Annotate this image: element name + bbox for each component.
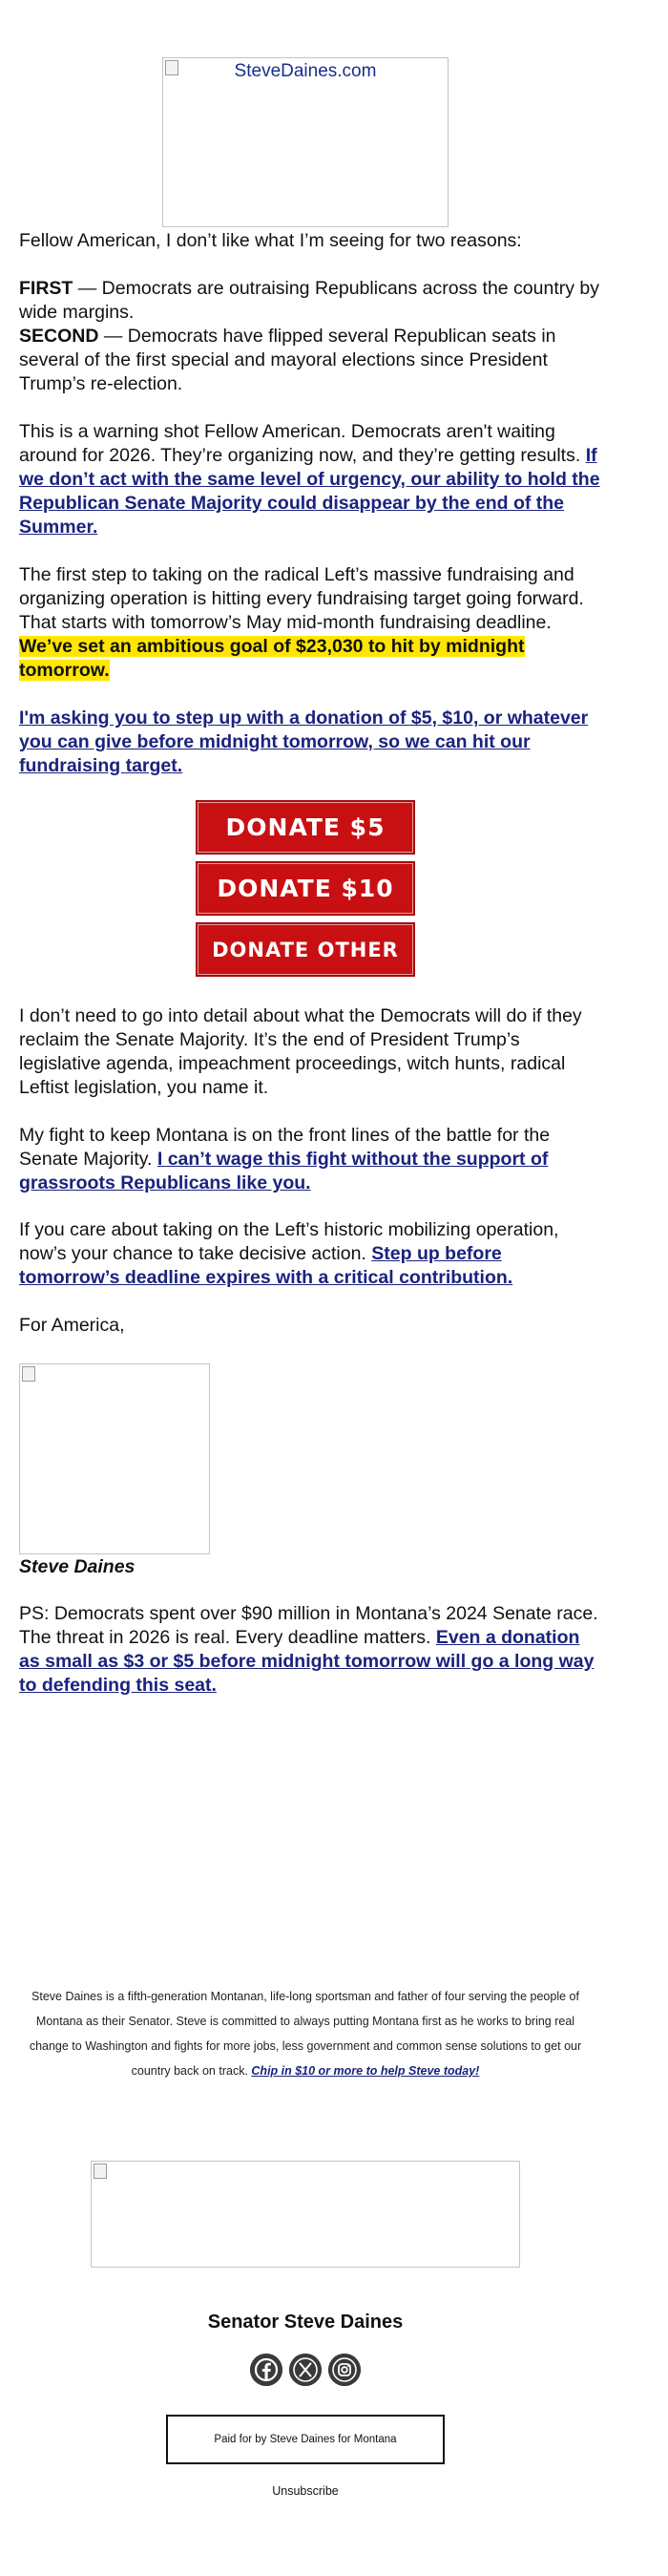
senator-name: Senator Steve Daines [207, 2312, 404, 2333]
broken-image-icon [22, 1366, 35, 1382]
no-detail-paragraph [19, 1004, 601, 1100]
ps-paragraph [19, 1602, 601, 1698]
care-text: If you care about taking on the Left’s historic mobilizing operation, now’s your chance to take decisive action. [19, 1219, 559, 1264]
donate-5-button[interactable]: DONATE $5 [196, 800, 415, 855]
footer-logo-image [91, 2161, 520, 2268]
warning-text: This is a warning shot Fellow American. Democrats aren't waiting around for 2026. They’re organizing now, and they’re getting results. [19, 421, 586, 466]
first-label: FIRST [19, 278, 73, 299]
unsubscribe-link[interactable]: Unsubscribe [272, 2484, 339, 2498]
letter-greeting [19, 229, 601, 253]
ask-link[interactable]: I'm asking you to step up with a donation of $5, $10, or whatever you can give before midnight tomorrow, so we can hit our fundraising target. [19, 707, 589, 776]
fight-paragraph [19, 1124, 601, 1195]
reason-first [19, 277, 601, 325]
instagram-icon[interactable] [328, 2354, 361, 2386]
footer-bio [19, 1984, 592, 2083]
donate-other-button[interactable]: DONATE OTHER [196, 922, 415, 977]
no-detail-text: I don’t need to go into detail about what the Democrats will do if they reclaim the Senate Majority. It’s the end of President Trump’s legislative agenda, impeachment proceedings, witch hunts, radical Leftist legislation, you name it. [19, 1005, 582, 1098]
warning-link[interactable]: If we don’t act with the same level of urgency, our ability to hold the Republican Senate Majority could disappear by the end of the Summer. [19, 445, 600, 538]
fight-text: My fight to keep Montana is on the front lines of the battle for the Senate Majority. [19, 1125, 551, 1170]
donate-10-button[interactable]: DONATE $10 [196, 861, 415, 916]
care-paragraph [19, 1218, 601, 1290]
bio-chip-in-link[interactable]: Chip in $10 or more to help Steve today! [251, 2064, 480, 2078]
fight-link[interactable]: I can’t wage this fight without the support of grassroots Republicans like you. [19, 1149, 549, 1193]
ps-link[interactable]: Even a donation as small as $3 or $5 before midnight tomorrow will go a long way to defending this seat. [19, 1627, 595, 1696]
closing [19, 1314, 601, 1338]
warning-paragraph [19, 420, 601, 539]
ask-paragraph [19, 707, 601, 778]
signature-name: Steve Daines [19, 1556, 136, 1577]
closing-text: For America, [19, 1315, 125, 1336]
bio-text: Steve Daines is a fifth-generation Montanan, life-long sportsman and father of four serving the people of Montana as their Senator. Steve is committed to always putting Montana first as he works to bring real change to Washington and fights for more jobs, less government and common sense solutions to get our country back on track. [29, 1990, 582, 2078]
greeting-text: Fellow American, I don’t like what I’m seeing for two reasons: [19, 230, 522, 251]
reason-second [19, 325, 601, 396]
first-step-paragraph [19, 563, 601, 683]
first-text: — Democrats are outraising Republicans across the country by wide margins. [19, 278, 600, 323]
signature-image [19, 1363, 210, 1554]
paid-for-disclaimer: Paid for by Steve Daines for Montana [166, 2415, 445, 2464]
second-text: — Democrats have flipped several Republican seats in several of the first special and mayoral elections since President Trump’s re-election. [19, 326, 556, 394]
ps-text: PS: Democrats spent over $90 million in Montana’s 2024 Senate race. The threat in 2026 is real. Every deadline matters. [19, 1603, 598, 1648]
goal-highlight: We’ve set an ambitious goal of $23,030 to hit by midnight tomorrow. [19, 636, 525, 681]
x-icon[interactable] [289, 2354, 322, 2386]
care-link[interactable]: Step up before tomorrow’s deadline expires with a critical contribution. [19, 1243, 513, 1288]
broken-image-icon [94, 2164, 107, 2179]
facebook-icon[interactable] [250, 2354, 282, 2386]
second-label: SECOND [19, 326, 99, 347]
logo-alt-text: SteveDaines.com [234, 61, 377, 81]
first-step-text: The first step to taking on the radical Left’s massive fundraising and organizing operation is hitting every fundraising target going forward. That starts with tomorrow’s May mid-month fundraising deadline. [19, 564, 584, 633]
header-logo-image[interactable] [162, 57, 449, 227]
